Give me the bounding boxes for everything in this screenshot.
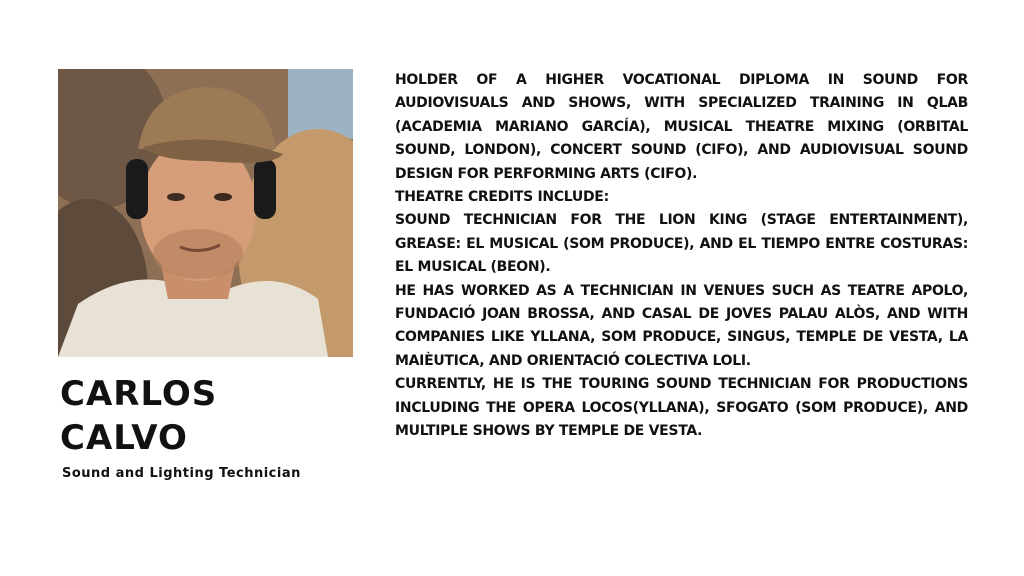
portrait-photo-icon	[58, 69, 353, 357]
job-title: Sound and Lighting Technician	[62, 466, 301, 481]
profile-photo	[58, 69, 353, 357]
biography	[395, 69, 968, 444]
bio-paragraph-current: CURRENTLY, HE IS THE TOURING SOUND TECHNICIAN FOR PRODUCTIONS INCLUDING THE OPERA LOCOS(YLLANA), SFOGATO (SOM PRODUCE), AND MULTIPLE SHOWS BY TEMPLE DE VESTA.	[395, 376, 968, 440]
first-name: CARLOS	[60, 374, 218, 414]
person-name	[60, 372, 360, 460]
last-name: CALVO	[60, 418, 188, 458]
bio-paragraph-credits: SOUND TECHNICIAN FOR THE LION KING (STAGE ENTERTAINMENT), GREASE: EL MUSICAL (SOM PRODUCE), AND EL TIEMPO ENTRE COSTURAS: EL MUSICAL (BEON).	[395, 212, 968, 276]
bio-heading-credits: THEATRE CREDITS INCLUDE:	[395, 189, 609, 206]
bio-paragraph-venues: HE HAS WORKED AS A TECHNICIAN IN VENUES SUCH AS TEATRE APOLO, FUNDACIÓ JOAN BROSSA, AND CASAL DE JOVES PALAU ALÒS, AND WITH COMPANIES LIKE YLLANA, SOM PRODUCE, SINGUS, TEMPLE DE VESTA, LA MAIÈUTICA, AND ORIENTACIÓ COLECTIVA LOLI.	[395, 282, 968, 369]
bio-paragraph-education: HOLDER OF A HIGHER VOCATIONAL DIPLOMA IN SOUND FOR AUDIOVISUALS AND SHOWS, WITH SPECIALIZED TRAINING IN QLAB (ACADEMIA MARIANO GARCÍA), MUSICAL THEATRE MIXING (ORBITAL SOUND, LONDON), CONCERT SOUND (CIFO), AND AUDIOVISUAL SOUND DESIGN FOR PERFORMING ARTS (CIFO).	[395, 72, 968, 182]
